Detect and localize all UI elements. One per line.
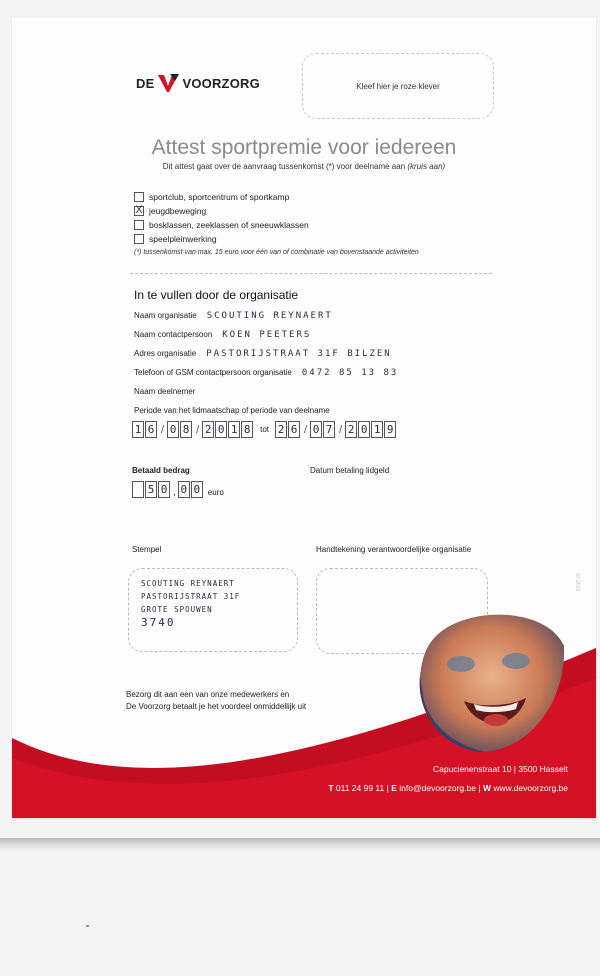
date-separator: / — [196, 423, 200, 436]
to-year-digit[interactable]: 1 — [371, 421, 383, 438]
laughing-child-photo — [416, 606, 566, 754]
checkbox-checked[interactable]: X — [135, 204, 143, 216]
checkbox[interactable] — [134, 192, 144, 202]
footnote: (*) tussenkomst van max. 15 euro voor één van of combinatie van bovenstaande activiteiten — [134, 249, 419, 256]
period-date-fields — [132, 421, 397, 438]
stamp-line: GROTE SPOUWEN — [141, 605, 213, 614]
to-month-digit[interactable]: 7 — [323, 421, 335, 438]
field-participant-name — [134, 387, 205, 396]
delivery-line: Bezorg dit aan een van onze medewerkers en — [126, 690, 290, 699]
contact-person-value[interactable]: KOEN PEETERS — [222, 330, 312, 340]
field-label: Naam contactpersoon — [134, 330, 213, 339]
footer-separator: | — [478, 783, 481, 793]
stamp-label: Stempel — [132, 545, 162, 554]
amount-digit[interactable] — [132, 481, 144, 498]
sticker-placeholder — [302, 53, 494, 119]
page-shadow — [0, 838, 600, 852]
signature-label: Handtekening verantwoordelijke organisatie — [316, 545, 472, 554]
field-contact-person — [134, 330, 311, 340]
from-day-digit[interactable]: 6 — [145, 421, 157, 438]
option-label: sportclub, sportcentrum of sportkamp — [149, 192, 290, 202]
checkbox[interactable] — [134, 234, 144, 244]
payment-date-label: Datum betaling lidgeld — [310, 466, 390, 475]
field-label: Naam deelnemer — [134, 387, 196, 396]
activity-checklist — [134, 190, 419, 256]
subtitle-text: Dit attest gaat over de aanvraag tussenkomst (*) voor deelname aan — [162, 162, 406, 171]
to-year-digit[interactable]: 0 — [358, 421, 370, 438]
organisation-name-value[interactable]: SCOUTING REYNAERT — [206, 311, 333, 321]
field-label: Naam organisatie — [134, 311, 197, 320]
period-to-label: tot — [260, 425, 270, 434]
amount-cent-digit[interactable]: 0 — [191, 481, 203, 498]
option-row[interactable] — [134, 218, 419, 232]
sticker-text: Kleef hier je roze klever — [356, 81, 440, 91]
to-day-digit[interactable]: 6 — [288, 421, 300, 438]
currency-label: euro — [207, 488, 224, 497]
phone-number[interactable]: 011 24 99 11 — [335, 783, 385, 793]
date-separator: / — [304, 423, 308, 436]
logo-v-mark-icon — [156, 73, 180, 93]
email-link[interactable]: info@devoorzorg.be — [399, 783, 476, 793]
option-label: jeugdbeweging — [149, 206, 207, 216]
organisation-address-value[interactable]: PASTORIJSTRAAT 31F BILZEN — [206, 349, 392, 359]
amount-field — [132, 481, 224, 498]
organisation-section-title: In te vullen door de organisatie — [134, 288, 299, 302]
field-label: Adres organisatie — [134, 349, 197, 358]
from-year-digit[interactable]: 0 — [215, 421, 227, 438]
de-voorzorg-logo — [136, 73, 260, 93]
stamp-postcode: 3740 — [141, 616, 176, 629]
attest-form-sheet — [12, 18, 596, 818]
stamp-line: PASTORIJSTRAAT 31F — [141, 592, 241, 601]
from-year-digit[interactable]: 8 — [241, 421, 253, 438]
stamp-line: SCOUTING REYNAERT — [141, 579, 235, 588]
amount-digit[interactable]: 0 — [158, 481, 170, 498]
to-day-digit[interactable]: 2 — [275, 421, 287, 438]
footer-address: Capucienenstraat 10 | 3500 Hasselt — [433, 764, 568, 774]
option-row[interactable] — [134, 204, 419, 218]
field-organisation-name — [134, 311, 333, 321]
form-subtitle — [12, 162, 596, 171]
date-separator: / — [339, 423, 343, 436]
side-print-code: 07-2016 — [574, 573, 580, 592]
web-letter: W — [482, 783, 491, 793]
website-link[interactable]: www.devoorzorg.be — [493, 783, 568, 793]
period-label: Periode van het lidmaatschap of periode van deelname — [134, 406, 330, 415]
speck — [86, 925, 89, 927]
to-month-digit[interactable]: 0 — [310, 421, 322, 438]
decimal-comma: , — [173, 487, 176, 498]
footer-separator: | — [386, 783, 389, 793]
amount-digit[interactable]: 5 — [145, 481, 157, 498]
from-day-digit[interactable]: 1 — [132, 421, 144, 438]
cut-divider — [130, 273, 492, 274]
date-separator: / — [161, 423, 165, 436]
checkbox[interactable] — [134, 220, 144, 230]
amount-cent-digit[interactable]: 0 — [178, 481, 190, 498]
field-contact-phone — [134, 368, 398, 378]
option-row[interactable] — [134, 232, 419, 246]
option-label: speelpleinwerking — [149, 234, 217, 244]
logo-text-right: VOORZORG — [182, 75, 260, 91]
email-letter: E — [391, 783, 397, 793]
option-label: bosklassen, zeeklassen of sneeuwklassen — [149, 220, 309, 230]
to-year-digit[interactable]: 9 — [384, 421, 396, 438]
amount-paid-label: Betaald bedrag — [132, 466, 190, 475]
to-year-digit[interactable]: 2 — [345, 421, 357, 438]
logo-text-left: DE — [136, 75, 155, 91]
from-year-digit[interactable]: 2 — [202, 421, 214, 438]
delivery-line: De Voorzorg betaalt je het voordeel onmiddellijk uit — [126, 702, 307, 711]
phone-letter: T — [328, 783, 334, 793]
contact-phone-value[interactable]: 0472 85 13 83 — [301, 368, 399, 378]
footer-contact — [328, 783, 568, 793]
form-title: Attest sportpremie voor iedereen — [151, 136, 457, 159]
from-year-digit[interactable]: 1 — [228, 421, 240, 438]
subtitle-hint: (kruis aan) — [407, 162, 446, 171]
from-month-digit[interactable]: 8 — [180, 421, 192, 438]
field-organisation-address — [134, 349, 392, 359]
option-row[interactable] — [134, 190, 419, 204]
field-label: Telefoon of GSM contactpersoon organisatie — [134, 368, 292, 377]
from-month-digit[interactable]: 0 — [167, 421, 179, 438]
